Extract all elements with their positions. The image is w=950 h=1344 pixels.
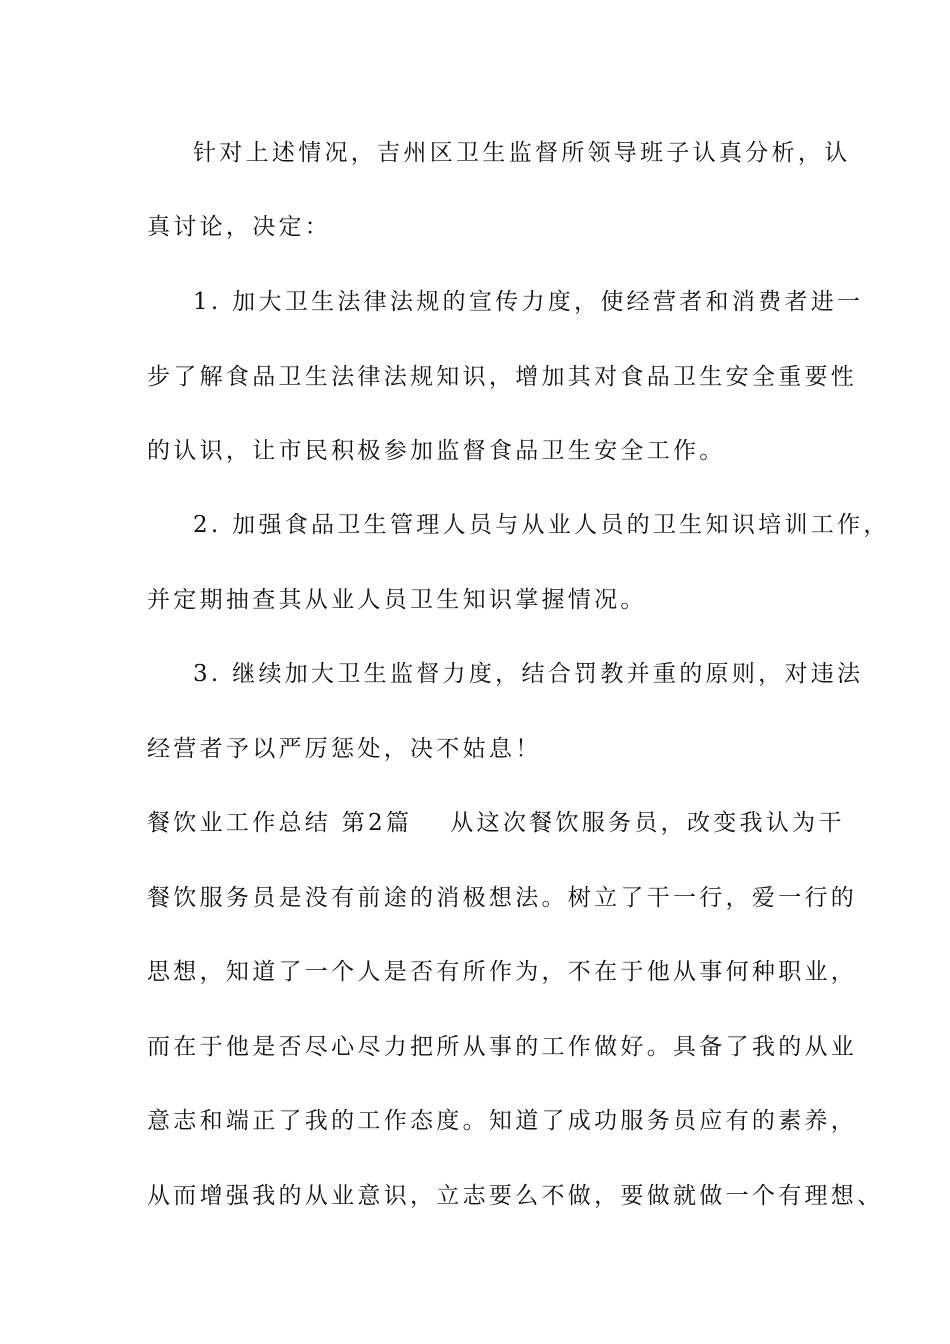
section-heading: 餐饮业工作总结 第2篇 xyxy=(147,810,413,836)
section-line-5: 意志和端正了我的工作态度。知道了成功服务员应有的素养， xyxy=(147,1108,858,1134)
section-line-6: 从而增强我的从业意识，立志要么不做，要做就做一个有理想、 xyxy=(147,1183,884,1209)
section-line-4: 而在于他是否尽心尽力把所从事的工作做好。具备了我的从业 xyxy=(147,1034,858,1060)
section-first-line: 从这次餐饮服务员，改变我认为干 xyxy=(450,810,845,836)
paragraph-4-line-2: 经营者予以严厉惩处，决不姑息！ xyxy=(147,736,542,762)
paragraph-2-line-2: 步了解食品卫生法律法规知识，增加其对食品卫生安全重要性 xyxy=(147,364,858,390)
paragraph-1-line-1: 针对上述情况，吉州区卫生监督所领导班子认真分析，认 xyxy=(193,140,851,166)
paragraph-4-line-1: 3. 继续加大卫生监督力度，结合罚教并重的原则，对违法 xyxy=(193,661,864,687)
paragraph-2-line-1: 1. 加大卫生法律法规的宣传力度，使经营者和消费者进一 xyxy=(193,289,864,315)
paragraph-3-line-1: 2. 加强食品卫生管理人员与从业人员的卫生知识培训工作， xyxy=(193,512,890,538)
paragraph-1-line-2: 真讨论，决定： xyxy=(147,214,332,240)
section-line-2: 餐饮服务员是没有前途的消极想法。树立了干一行，爱一行的 xyxy=(147,885,858,911)
section-heading-line xyxy=(147,808,845,838)
section-line-3: 思想，知道了一个人是否有所作为，不在于他从事何种职业， xyxy=(147,959,858,985)
paragraph-2-line-3: 的认识，让市民积极参加监督食品卫生安全工作。 xyxy=(147,438,726,464)
paragraph-3-line-2: 并定期抽查其从业人员卫生知识掌握情况。 xyxy=(147,587,647,613)
